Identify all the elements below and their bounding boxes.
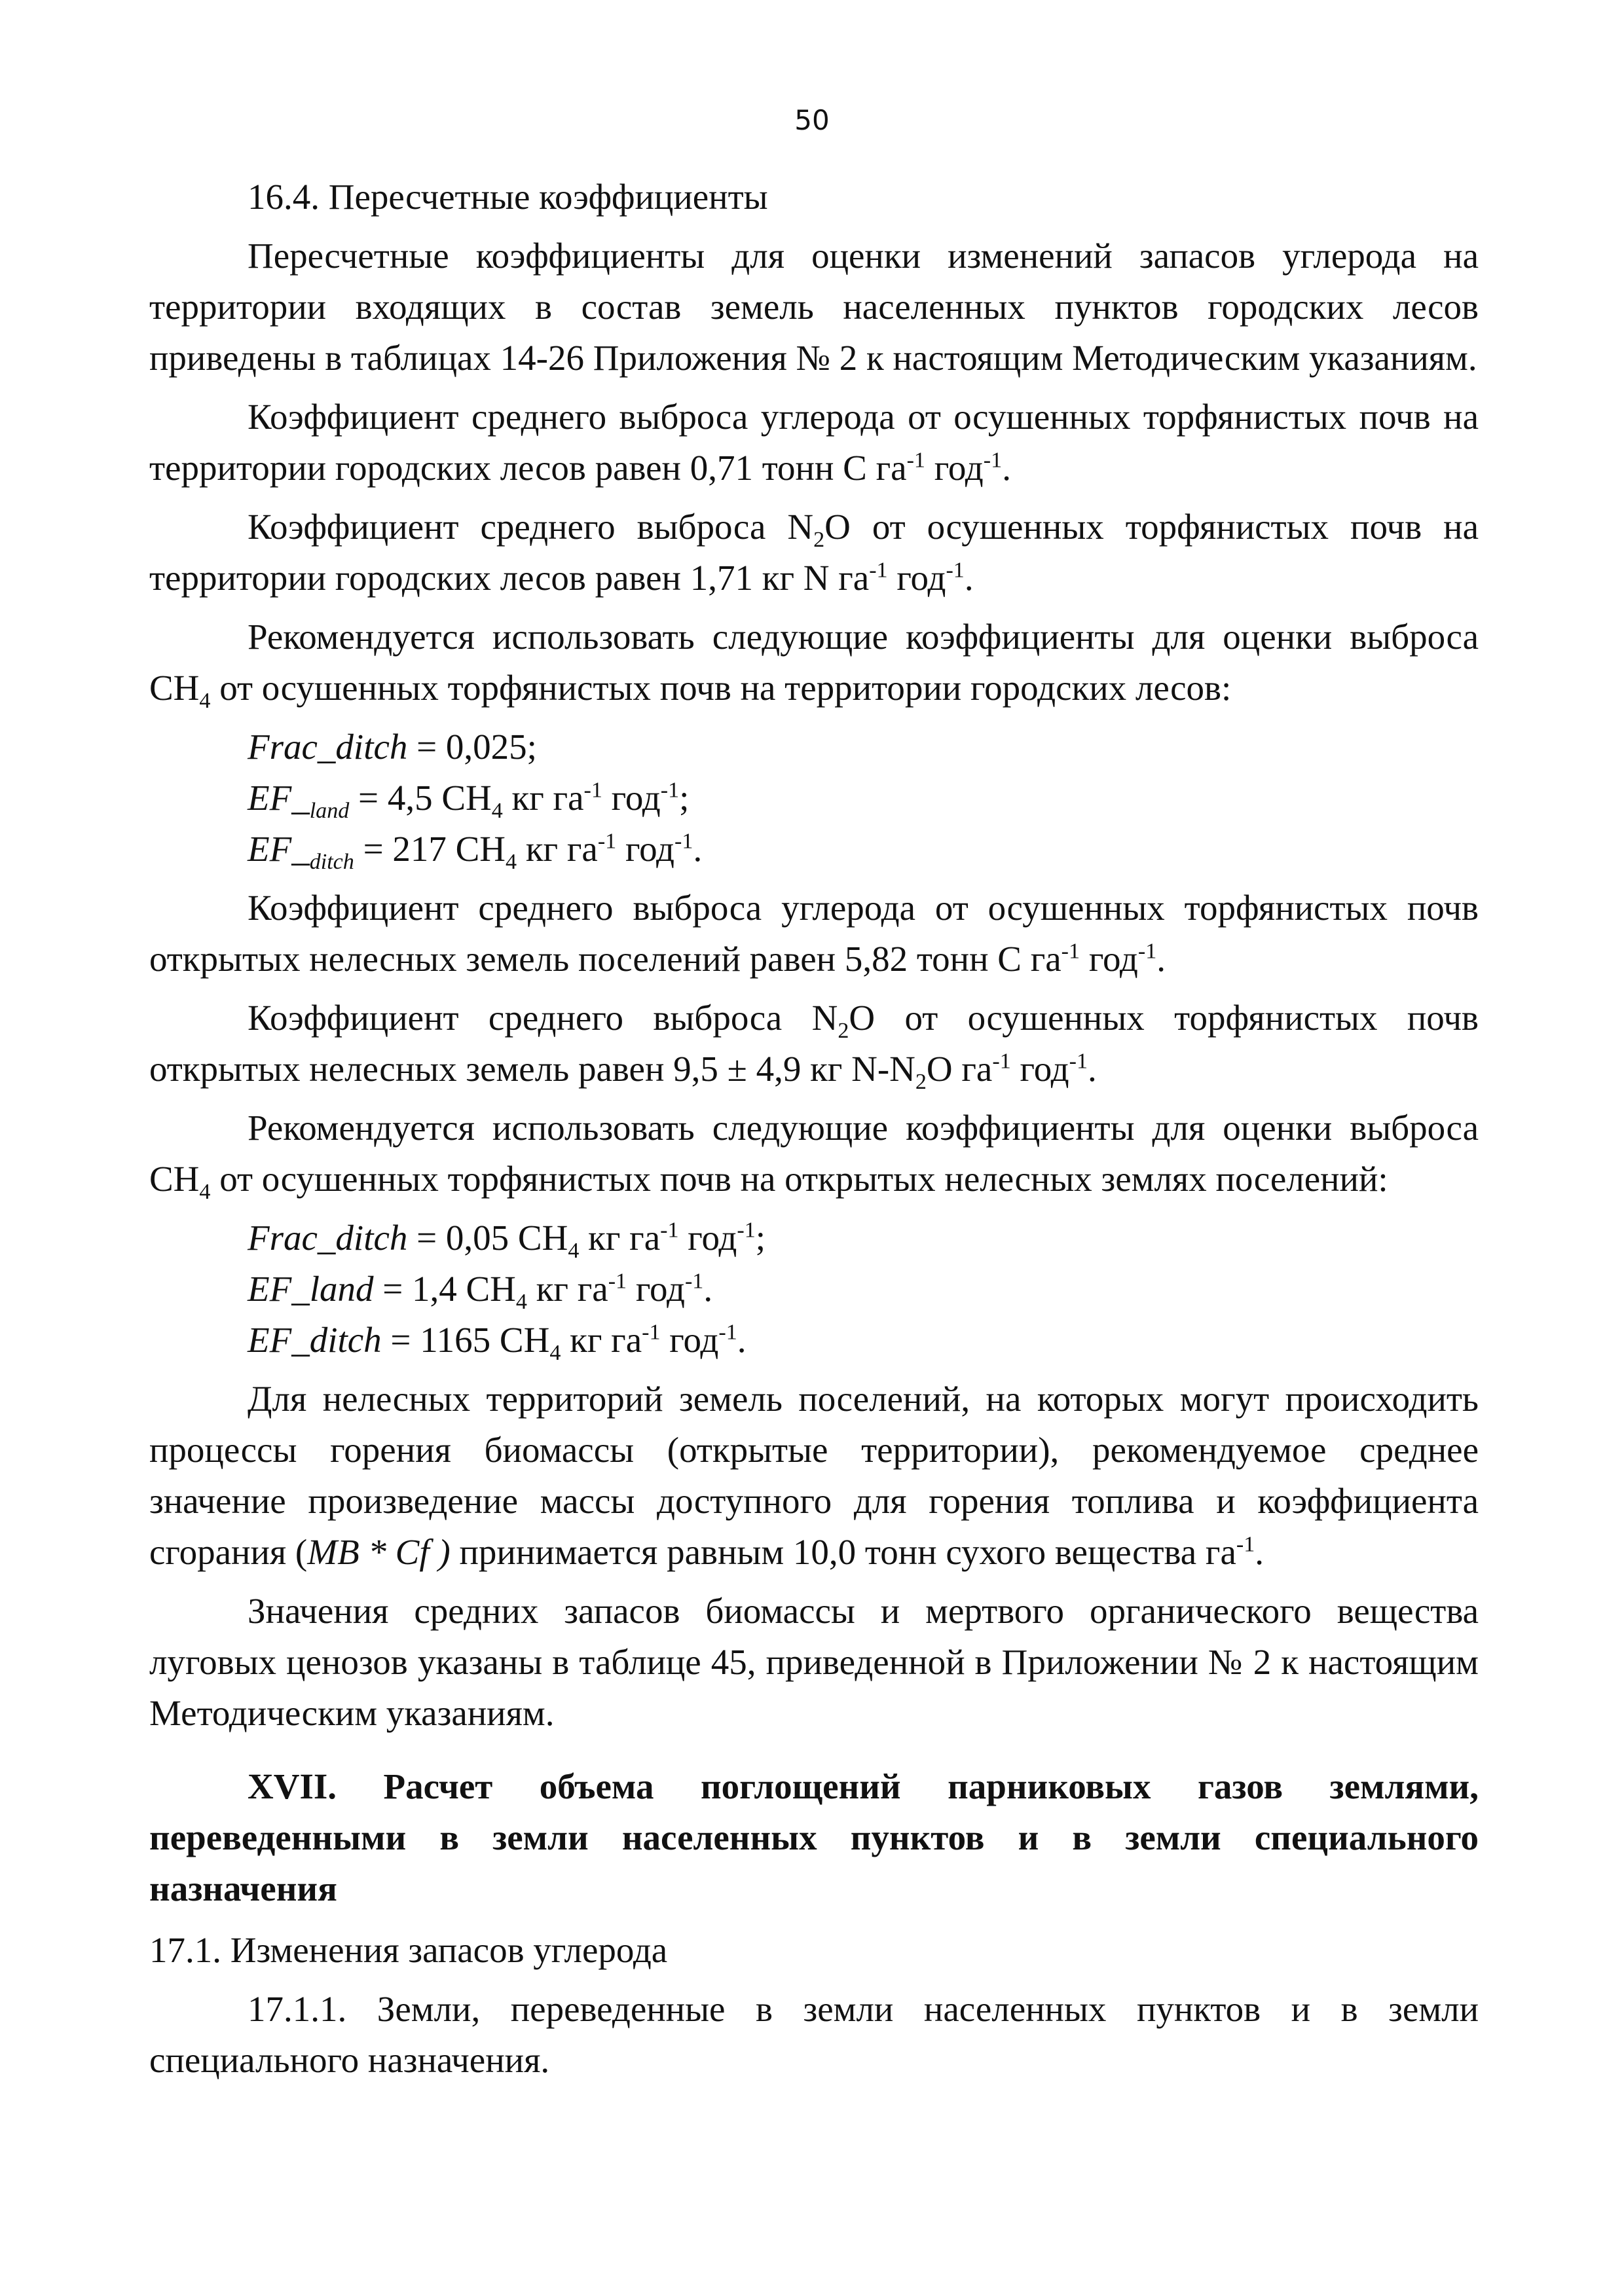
formula-ef-ditch-2: EF_ditch = 1165 $СН_4$ кг $га^{-1}$ год$^{-1}$. bbox=[248, 1320, 747, 1365]
formula-ef-land-2: EF_land = 1,4 $СН_4$ кг $га^{-1}$ год$^{-1}$. bbox=[248, 1269, 713, 1314]
paragraph: Рекомендуется использовать следующие коэффициенты для оценки выброса $СН_4$ от осушенных торфянистых почв на открытых нелесных землях поселений: bbox=[149, 1108, 1479, 1204]
section-heading-16-4: 16.4. Пересчетные коэффициенты bbox=[248, 177, 768, 217]
section-heading-17-1: 17.1. Изменения запасов углерода bbox=[149, 1930, 668, 1970]
document-body bbox=[149, 172, 1479, 2094]
section-title-xvii: XVII. Расчет объема поглощений парниковых газов землями, переведенными в земли населенных пунктов и в земли специального назначения bbox=[149, 1766, 1479, 1908]
paragraph: Коэффициент среднего выброса $N_2O$ от осушенных торфянистых почв на территории городских лесов равен 1,71 кг N $га^{-1}$ год$^{-1}$. bbox=[149, 507, 1479, 598]
paragraph: Коэффициент среднего выброса углерода от осушенных торфянистых почв на территории городских лесов равен 0,71 тонн С $га^{-1}$ год$^{-1}$. bbox=[149, 397, 1479, 488]
paragraph: Для нелесных территорий земель поселений, на которых могут происходить процессы горения биомассы (открытые территории), рекомендуемое среднее значение произведение массы доступного для горения топлива и коэффициента сгорания (MB * Cf ) принимается равным 10,0 тонн сухого вещества $га^{-1}$. bbox=[149, 1379, 1479, 1572]
paragraph: Коэффициент среднего выброса углерода от осушенных торфянистых почв открытых нелесных земель поселений равен 5,82 тонн С $га^{-1}$ год$^{-1}$. bbox=[149, 888, 1479, 979]
formula-frac-ditch-2: Frac_ditch = 0,05 $СН_4$ кг $га^{-1}$ год$^{-1}$; bbox=[248, 1218, 766, 1263]
paragraph: Пересчетные коэффициенты для оценки изменений запасов углерода на территории входящих в состав земель населенных пунктов городских лесов приведены в таблицах 14-26 Приложения № 2 к настоящим Методическим указаниям. bbox=[149, 236, 1479, 378]
formula-ef-ditch: $EF\__{ditch} = 217$ $СН_4$ кг $га^{-1}$ год$^{-1}$. bbox=[248, 829, 703, 874]
paragraph: Коэффициент среднего выброса $N_2O$ от осушенных торфянистых почв открытых нелесных земель равен 9,5 ± 4,9 кг $N-N_2O$ $га^{-1}$ год$^{-1}$. bbox=[149, 998, 1479, 1094]
paragraph: Значения средних запасов биомассы и мертвого органического вещества луговых ценозов указаны в таблице 45, приведенной в Приложении № 2 к настоящим Методическим указаниям. bbox=[149, 1591, 1479, 1733]
formula-frac-ditch: Frac_ditch = 0,025; bbox=[248, 727, 537, 767]
paragraph: Рекомендуется использовать следующие коэффициенты для оценки выброса $СН_4$ от осушенных торфянистых почв на территории городских лесов: bbox=[149, 617, 1479, 713]
paragraph: 17.1.1. Земли, переведенные в земли населенных пунктов и в земли специального назначения. bbox=[149, 1989, 1479, 2080]
page-number: 50 bbox=[794, 104, 830, 136]
formula-ef-land: $EF\__{land} = 4,5$ $СН_4$ кг $га^{-1}$ год$^{-1}$; bbox=[248, 778, 690, 823]
